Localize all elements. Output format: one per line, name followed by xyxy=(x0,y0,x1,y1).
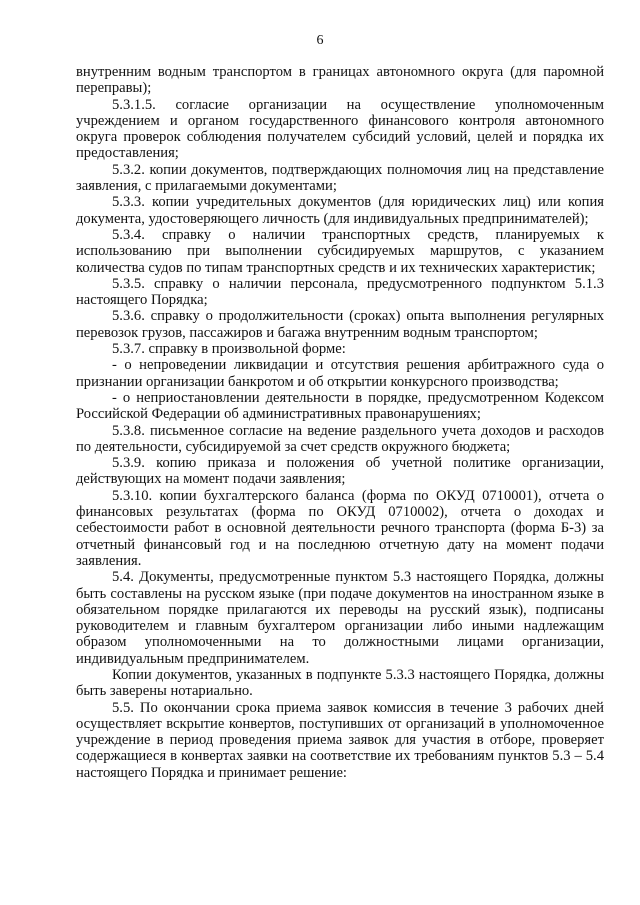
paragraph-5-3-7-item-1: - о непроведении ликвидации и отсутствия решения арбитражного суда о признании организации банкротом и об открытии конкурсного производства; xyxy=(76,357,604,390)
paragraph-5-3-8: 5.3.8. письменное согласие на ведение раздельного учета доходов и расходов по деятельности, субсидируемой за счет средств окружного бюджета; xyxy=(76,422,604,455)
paragraph-5-4: 5.4. Документы, предусмотренные пунктом 5.3 настоящего Порядка, должны быть составлены на русском языке (при подаче документов на иностранном языке в обязательном порядке прилагаются их переводы на русский язык), подписаны руководителем и главным бухгалтером организации либо иными надлежащим образом уполномоченными на то должностными лицами организации, индивидуальным предпринимателем. xyxy=(76,569,604,667)
paragraph-5-3-1-5: 5.3.1.5. согласие организации на осуществление уполномоченным учреждением и органом государственного финансового контроля автономного округа проверок соблюдения получателем субсидий условий, целей и порядка их предоставления; xyxy=(76,96,604,162)
paragraph-5-3-7-item-2: - о неприостановлении деятельности в порядке, предусмотренном Кодексом Российской Федерации об административных правонарушениях; xyxy=(76,389,604,423)
paragraph-5-3-5: 5.3.5. справку о наличии персонала, предусмотренного подпунктом 5.1.3 настоящего Порядка; xyxy=(76,275,604,309)
paragraph-5-3-10: 5.3.10. копии бухгалтерского баланса (форма по ОКУД 0710001), отчета о финансовых результатах (форма по ОКУД 0710002), отчета о доходах и себестоимости работ в основной деятельности речного транспорта (форма Б-3) за отчетный финансовый год и на последнюю отчетную дату на момент подачи заявления. xyxy=(76,487,604,569)
paragraph-continuation: внутренним водным транспортом в границах автономного округа (для паромной переправы); xyxy=(76,64,604,97)
paragraph-5-3-9: 5.3.9. копию приказа и положения об учетной политике организации, действующих на момент подачи заявления; xyxy=(76,455,604,488)
paragraph-5-3-2: 5.3.2. копии документов, подтверждающих полномочия лиц на представление заявления, с прилагаемыми документами; xyxy=(76,161,604,195)
page-number: 6 xyxy=(316,33,324,48)
paragraph-5-3-7: 5.3.7. справку в произвольной форме: xyxy=(112,341,346,358)
paragraph-5-3-3: 5.3.3. копии учредительных документов (для юридических лиц) или копия документа, удостоверяющего личность (для индивидуальных предпринимателей); xyxy=(76,194,604,227)
paragraph-5-5: 5.5. По окончании срока приема заявок комиссия в течение 3 рабочих дней осуществляет вскрытие конвертов, поступивших от организаций в уполномоченное учреждение в период проведения приема заявок для участия в отборе, проверяет содержащиеся в конвертах заявки на соответствие их требованиям пунктов 5.3 – 5.4 настоящего Порядка и принимает решение: xyxy=(76,699,604,781)
paragraph-copies-notarized: Копии документов, указанных в подпункте 5.3.3 настоящего Порядка, должны быть заверены нотариально. xyxy=(76,666,604,700)
paragraph-5-3-6: 5.3.6. справку о продолжительности (сроках) опыта выполнения регулярных перевозок грузов, пассажиров и багажа внутренним водным транспортом; xyxy=(76,308,604,341)
document-body xyxy=(76,64,604,781)
paragraph-5-3-4: 5.3.4. справку о наличии транспортных средств, планируемых к использованию при выполнении субсидируемых маршрутов, с указанием количества судов по типам транспортных средств и их технических характеристик; xyxy=(76,226,604,276)
